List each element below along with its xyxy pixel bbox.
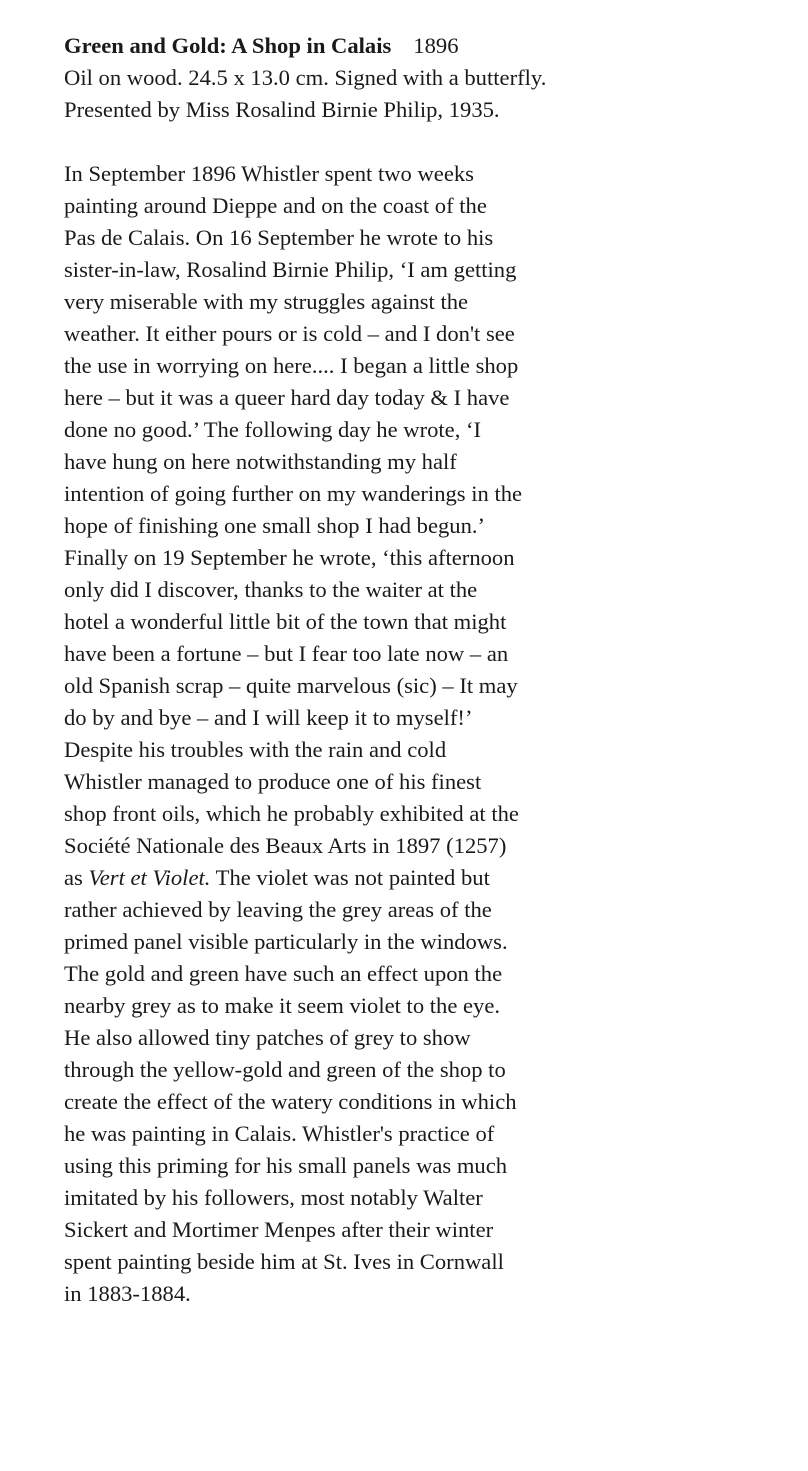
essay-line: The gold and green have such an effect upon the: [64, 961, 503, 986]
essay-line: hope of finishing one small shop I had begun.’: [64, 513, 486, 538]
italic-line-suffix: The violet was not painted but: [210, 865, 490, 890]
essay-line: Pas de Calais. On 16 September he wrote to his: [64, 225, 494, 250]
essay-line: sister-in-law, Rosalind Birnie Philip, ‘I am getting: [64, 257, 517, 282]
essay-line: Whistler managed to produce one of his finest: [64, 769, 482, 794]
essay-line: weather. It either pours or is cold – and I don't see: [64, 321, 515, 346]
essay-line: He also allowed tiny patches of grey to show: [64, 1025, 471, 1050]
title-line: [64, 30, 784, 62]
essay-line: do by and bye – and I will keep it to myself!’: [64, 705, 473, 730]
essay-line: done no good.’ The following day he wrote, ‘I: [64, 417, 482, 442]
essay-line: old Spanish scrap – quite marvelous (sic) – It may: [64, 673, 518, 698]
essay-line: nearby grey as to make it seem violet to the eye.: [64, 993, 501, 1018]
essay-line: through the yellow-gold and green of the shop to: [64, 1057, 506, 1082]
essay-line: Despite his troubles with the rain and cold: [64, 737, 447, 762]
essay-line: primed panel visible particularly in the windows.: [64, 929, 508, 954]
essay-line: very miserable with my struggles against the: [64, 289, 469, 314]
essay-line: spent painting beside him at St. Ives in Cornwall: [64, 1249, 504, 1274]
essay-line: in 1883-1884.: [64, 1281, 191, 1306]
essay-body: [64, 158, 784, 1310]
essay-line: here – but it was a queer hard day today & I have: [64, 385, 510, 410]
essay-line: he was painting in Calais. Whistler's practice of: [64, 1121, 495, 1146]
document-page: [64, 30, 784, 1310]
essay-line: rather achieved by leaving the grey areas of the: [64, 897, 492, 922]
essay-line: create the effect of the watery conditions in which: [64, 1089, 517, 1114]
essay-line-italic-title: [64, 862, 784, 894]
essay-line: the use in worrying on here.... I began a little shop: [64, 353, 519, 378]
essay-line: Sickert and Mortimer Menpes after their winter: [64, 1217, 494, 1242]
essay-line: only did I discover, thanks to the waiter at the: [64, 577, 478, 602]
exhibited-title: Vert et Violet.: [88, 865, 211, 890]
essay-line: imitated by his followers, most notably Walter: [64, 1185, 483, 1210]
artwork-medium: Oil on wood. 24.5 x 13.0 cm. Signed with a butterfly.: [64, 65, 547, 90]
essay-line: Finally on 19 September he wrote, ‘this afternoon: [64, 545, 515, 570]
essay-line: have hung on here notwithstanding my half: [64, 449, 457, 474]
essay-line: shop front oils, which he probably exhibited at the: [64, 801, 519, 826]
artwork-title: Green and Gold: A Shop in Calais: [64, 33, 392, 58]
essay-line: intention of going further on my wanderings in the: [64, 481, 523, 506]
essay-line: hotel a wonderful little bit of the town that might: [64, 609, 507, 634]
essay-line: have been a fortune – but I fear too late now – an: [64, 641, 509, 666]
essay-line: using this priming for his small panels was much: [64, 1153, 508, 1178]
essay-line: In September 1896 Whistler spent two weeks: [64, 161, 474, 186]
artwork-provenance: Presented by Miss Rosalind Birnie Philip, 1935.: [64, 97, 500, 122]
essay-line: Société Nationale des Beaux Arts in 1897 (1257): [64, 833, 507, 858]
artwork-year: 1896: [413, 33, 459, 58]
essay-line: painting around Dieppe and on the coast of the: [64, 193, 487, 218]
italic-line-prefix: as: [64, 865, 89, 890]
